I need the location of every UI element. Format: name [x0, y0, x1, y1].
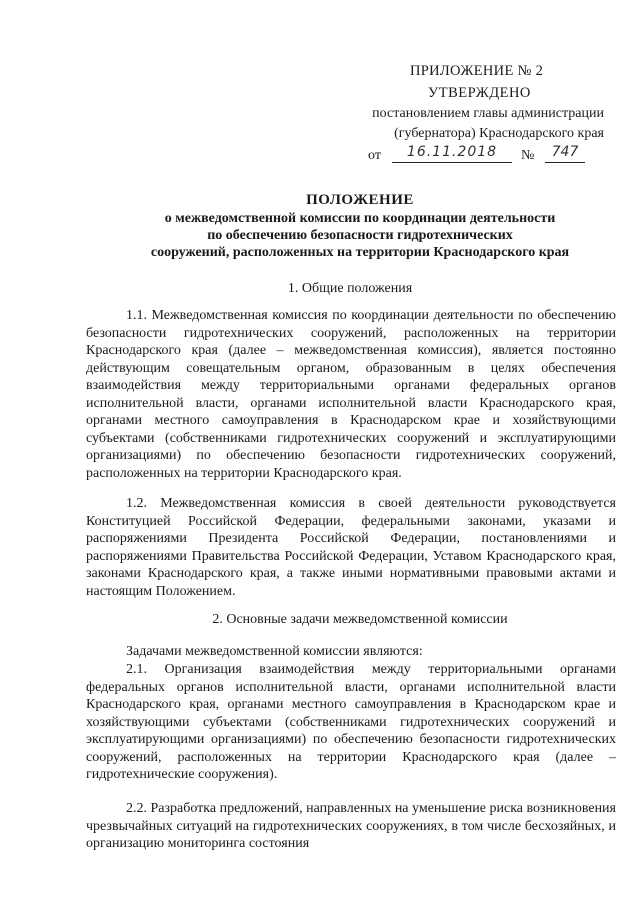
date-prefix: от	[368, 148, 381, 163]
handwritten-date: 16.11.2018	[392, 143, 512, 163]
approved-label: УТВЕРЖДЕНО	[428, 85, 531, 101]
paragraph-2-intro	[86, 643, 616, 661]
title-line-1: о межведомственной комиссии по координации деятельности	[164, 211, 556, 226]
paragraph-1-2	[86, 495, 616, 600]
date-number-line	[348, 145, 618, 167]
approval-stamp-block	[348, 62, 618, 167]
paragraph-1-2-text: 1.2. Межведомственная комиссия в своей деятельности руководствуется Конституцией Российской Федерации, федеральными законами, указами и распоряжениями Президента Российской Федерации, постановлениями и распоряжениями Правительства Российской Федерации, Уставом Краснодарского края, законами Краснодарского края, а также иными нормативными правовыми актами и настоящим Положением.	[86, 496, 616, 599]
decree-line-2: (губернатора) Краснодарского края	[394, 126, 604, 141]
decree-line-1: постановлением главы администрации	[372, 106, 604, 121]
paragraph-2-2-text: 2.2. Разработка предложений, направленных на уменьшение риска возникновения чрезвычайных ситуаций на гидротехнических сооружениях, в том числе бесхозяйных, и организацию мониторинга состояния	[86, 801, 616, 851]
handwritten-number: 747	[545, 143, 585, 163]
document-title: ПОЛОЖЕНИЕ	[306, 192, 414, 208]
paragraph-2-intro-text: Задачами межведомственной комиссии являются:	[126, 644, 423, 659]
title-line-3: сооружений, расположенных на территории Краснодарского края	[150, 245, 570, 260]
number-sign: №	[521, 148, 535, 163]
paragraph-2-1-text: 2.1. Организация взаимодействия между территориальными органами федеральных органов исполнительной власти, органами исполнительной власти Краснодарского края, органами местного самоуправления в Краснодарском крае и хозяйствующими субъектами (собственниками гидротехнических сооружений и эксплуатирующими организациями) по обеспечению безопасности гидротехнических сооружений, расположенных на территории Краснодарского края (далее – гидротехнические сооружения).	[86, 662, 616, 782]
document-title-block	[120, 192, 600, 261]
appendix-label: ПРИЛОЖЕНИЕ № 2	[410, 63, 544, 79]
paragraph-2-1	[86, 661, 616, 784]
paragraph-1-1-text: 1.1. Межведомственная комиссия по координации деятельности по обеспечению безопасности гидротехнических сооружений, расположенных на территории Краснодарского края (далее – межведомственная комиссия), является постоянно действующим совещательным органом, образованным в целях обеспечения взаимодействия между территориальными органами федеральных органов исполнительной власти, органами исполнительной власти Краснодарского края, органами местного самоуправления в Краснодарском крае и хозяйствующими субъектами (собственниками гидротехнических сооружений и эксплуатирующими организациями) по обеспечению безопасности гидротехнических сооружений, расположенных на территории Краснодарского края.	[86, 308, 616, 481]
paragraph-2-2	[86, 800, 616, 853]
section-1-heading: 1. Общие положения	[287, 281, 413, 296]
title-line-2: по обеспечению безопасности гидротехнических	[207, 228, 513, 243]
section-2-heading: 2. Основные задачи межведомственной комиссии	[212, 612, 508, 627]
paragraph-1-1	[86, 307, 616, 482]
